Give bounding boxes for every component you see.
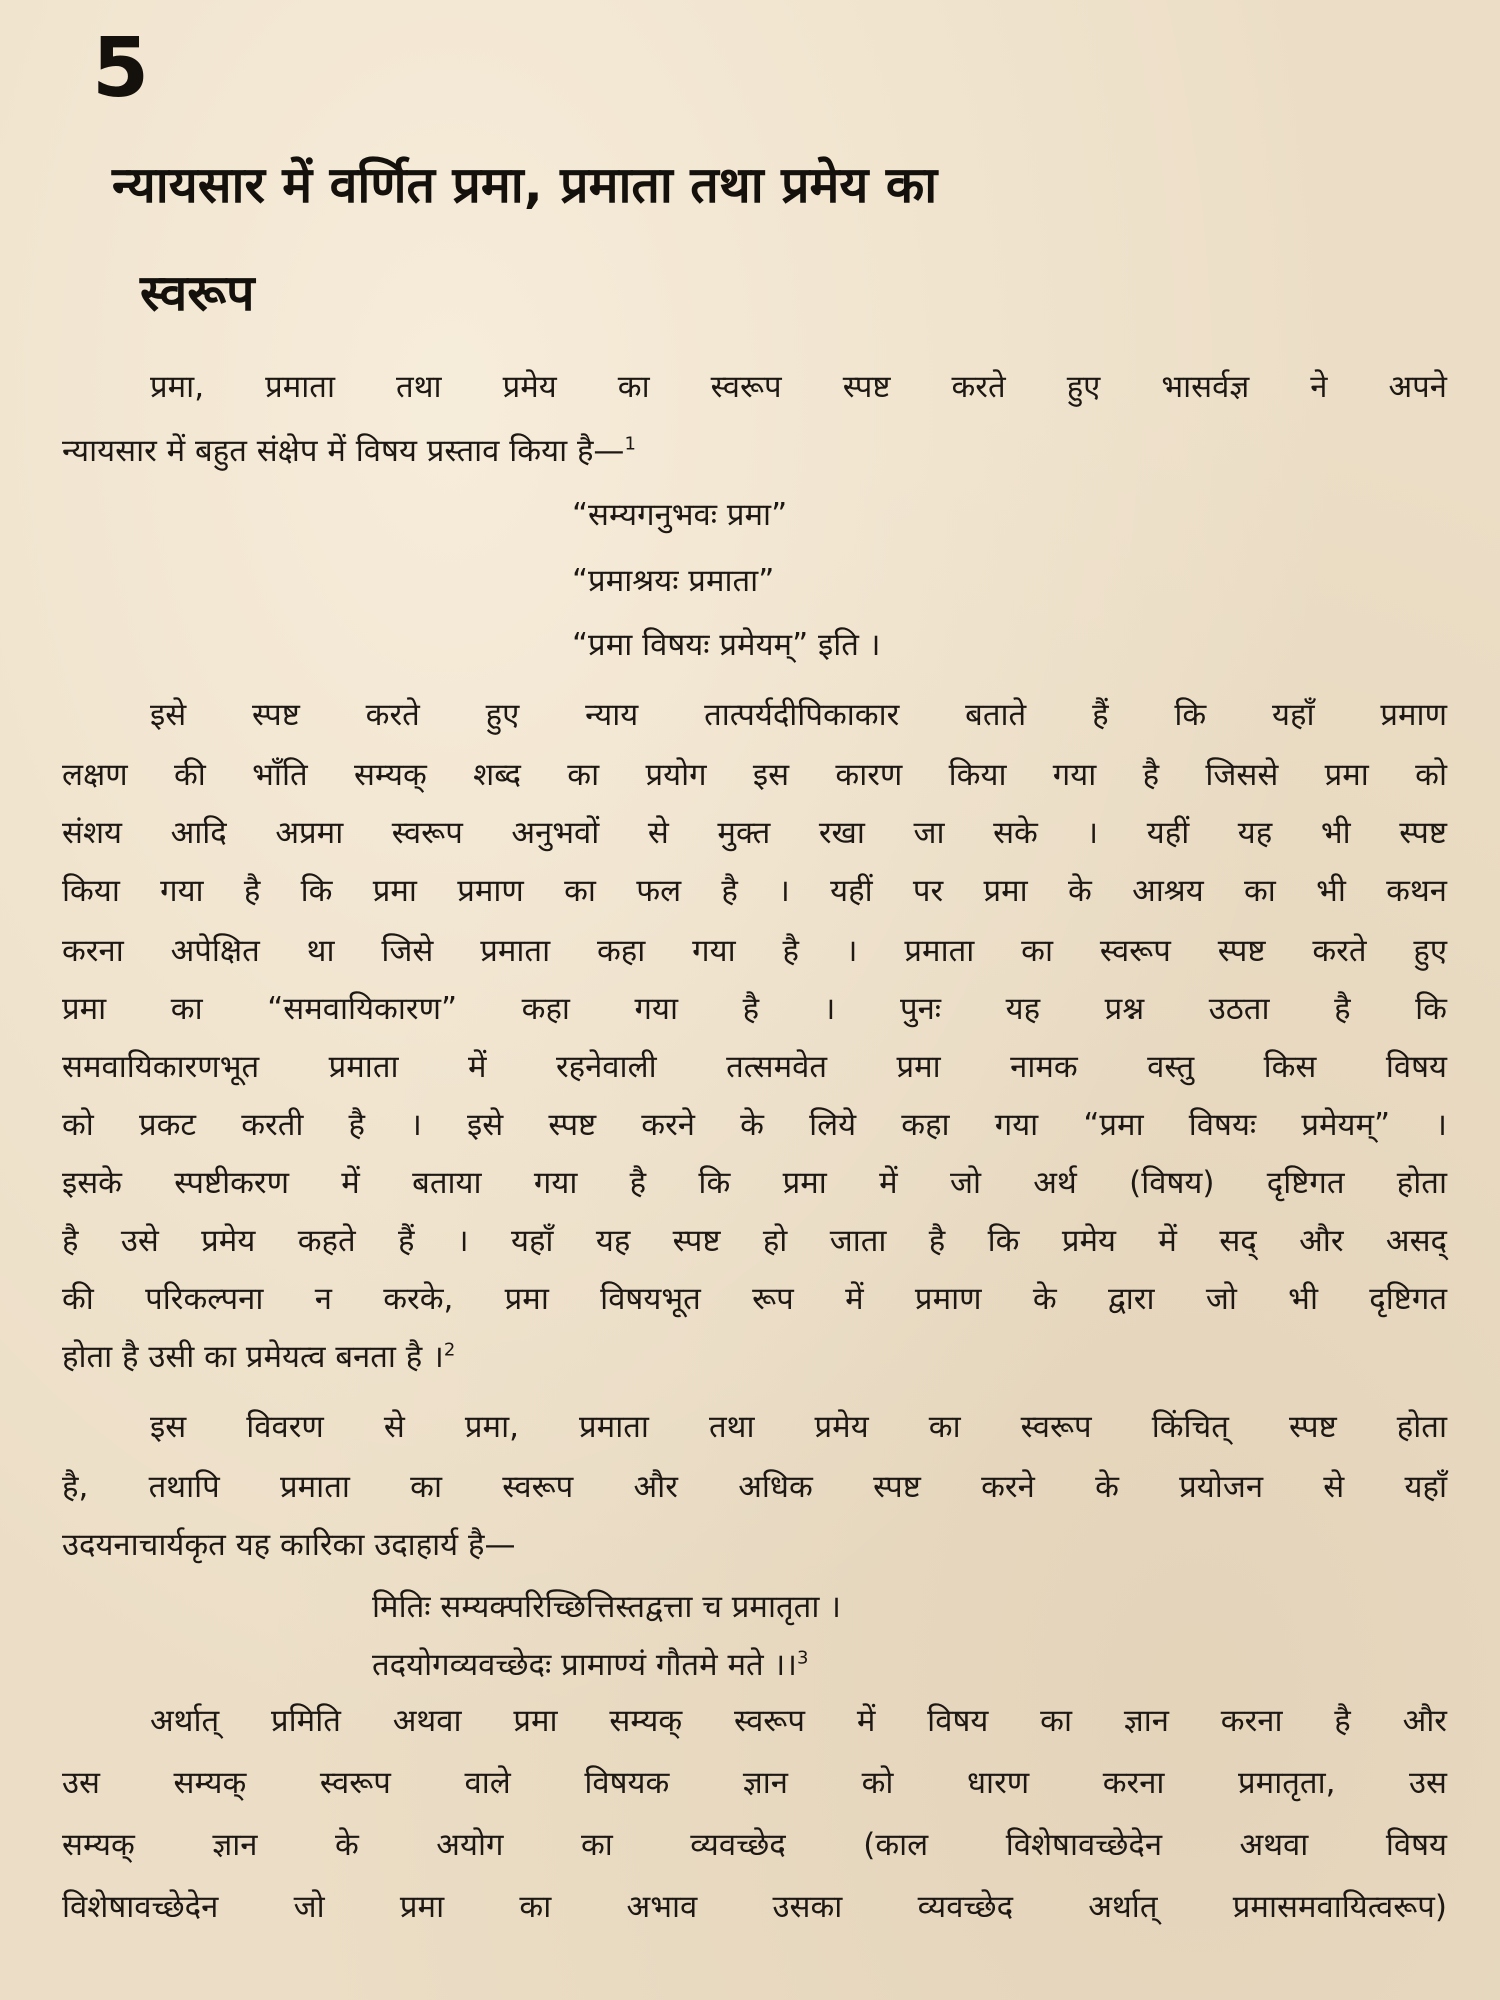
quote-line: “प्रमाश्रयः प्रमाता” — [572, 563, 775, 599]
chapter-title-continued: स्वरूप — [140, 264, 255, 322]
paragraph-line: की परिकल्पना न करके, प्रमा विषयभूत रूप में प्रमाण के द्वारा जो भी दृष्टिगत — [62, 1281, 1447, 1317]
paragraph-line: प्रमा, प्रमाता तथा प्रमेय का स्वरूप स्पष्ट करते हुए भासर्वज्ञ ने अपने — [150, 369, 1447, 405]
paragraph-line: सम्यक् ज्ञान के अयोग का व्यवच्छेद (काल विशेषावच्छेदेन अथवा विषय — [62, 1827, 1447, 1863]
footnote-ref: 2 — [443, 1339, 456, 1361]
paragraph-line: को प्रकट करती है । इसे स्पष्ट करने के लिये कहा गया “प्रमा विषयः प्रमेयम्” । — [62, 1107, 1447, 1143]
paragraph-line: इसे स्पष्ट करते हुए न्याय तात्पर्यदीपिकाकार बताते हैं कि यहाँ प्रमाण — [150, 697, 1447, 733]
quote-line: “प्रमा विषयः प्रमेयम्” इति । — [572, 627, 881, 663]
chapter-title: न्यायसार में वर्णित प्रमा, प्रमाता तथा प्रमेय का — [112, 156, 938, 214]
paragraph-line: इस विवरण से प्रमा, प्रमाता तथा प्रमेय का स्वरूप किंचित् स्पष्ट होता — [150, 1409, 1447, 1445]
quote-line: “सम्यगनुभवः प्रमा” — [572, 497, 788, 533]
paragraph-line: है, तथापि प्रमाता का स्वरूप और अधिक स्पष्ट करने के प्रयोजन से यहाँ — [62, 1469, 1447, 1505]
paragraph-line: विशेषावच्छेदेन जो प्रमा का अभाव उसका व्यवच्छेद अर्थात् प्रमासमवायित्वरूप) — [62, 1889, 1447, 1925]
verse-line: मितिः सम्यक्परिच्छित्तिस्तद्वत्ता च प्रमातृता । — [372, 1589, 841, 1625]
paragraph-line: अर्थात् प्रमिति अथवा प्रमा सम्यक् स्वरूप में विषय का ज्ञान करना है और — [150, 1703, 1447, 1739]
paragraph-text: न्यायसार में बहुत संक्षेप में विषय प्रस्ताव किया है— — [62, 433, 625, 469]
paragraph-line: लक्षण की भाँति सम्यक् शब्द का प्रयोग इस कारण किया गया है जिससे प्रमा को — [62, 757, 1447, 793]
paragraph-line: करना अपेक्षित था जिसे प्रमाता कहा गया है । प्रमाता का स्वरूप स्पष्ट करते हुए — [62, 933, 1447, 969]
paragraph-line: प्रमा का “समवायिकारण” कहा गया है । पुनः यह प्रश्न उठता है कि — [62, 991, 1447, 1027]
footnote-ref: 1 — [624, 433, 636, 455]
paragraph-line: संशय आदि अप्रमा स्वरूप अनुभवों से मुक्त रखा जा सके । यहीं यह भी स्पष्ट — [62, 815, 1447, 851]
verse-text: तदयोगव्यवच्छेदः प्रामाण्यं गौतमे मते ।। — [372, 1647, 798, 1683]
verse-line — [372, 1647, 809, 1683]
footnote-ref: 3 — [797, 1647, 809, 1669]
paragraph-line: समवायिकारणभूत प्रमाता में रहनेवाली तत्समवेत प्रमा नामक वस्तु किस विषय — [62, 1049, 1447, 1085]
paragraph-line — [62, 433, 1447, 469]
paragraph-line — [62, 1339, 1447, 1375]
paragraph-line: उस सम्यक् स्वरूप वाले विषयक ज्ञान को धारण करना प्रमातृता, उस — [62, 1765, 1447, 1801]
paragraph-line: इसके स्पष्टीकरण में बताया गया है कि प्रमा में जो अर्थ (विषय) दृष्टिगत होता — [62, 1165, 1447, 1201]
paragraph-line: उदयनाचार्यकृत यह कारिका उदाहार्य है— — [62, 1527, 516, 1563]
paragraph-line: है उसे प्रमेय कहते हैं । यहाँ यह स्पष्ट हो जाता है कि प्रमेय में सद् और असद् — [62, 1223, 1447, 1259]
paragraph-line: किया गया है कि प्रमा प्रमाण का फल है । यहीं पर प्रमा के आश्रय का भी कथन — [62, 873, 1447, 909]
paragraph-text: होता है उसी का प्रमेयत्व बनता है । — [62, 1339, 444, 1375]
chapter-number: 5 — [92, 21, 150, 116]
